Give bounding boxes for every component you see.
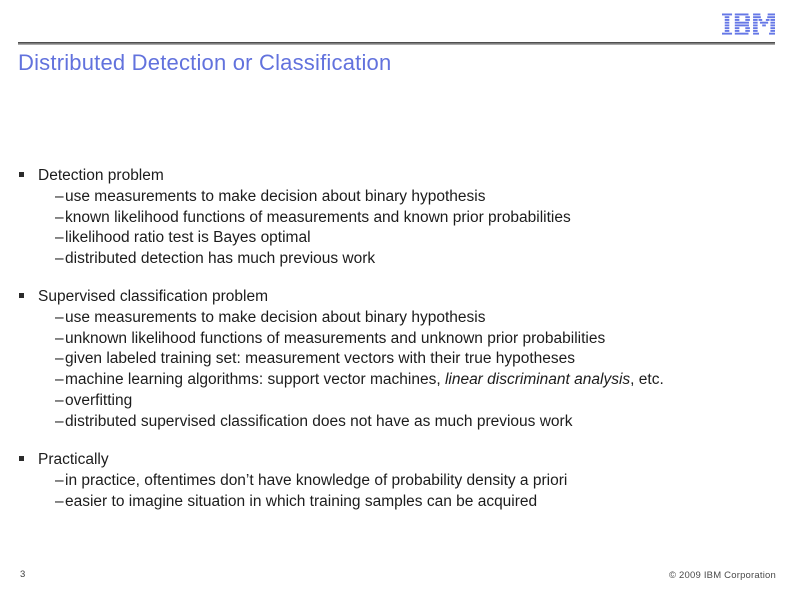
sub-bullet-label: in practice, oftentimes don’t have knowledge of probability density a priori xyxy=(65,471,568,489)
sub-bullet-label: known likelihood functions of measurements and known prior probabilities xyxy=(65,208,571,226)
dash-marker: – xyxy=(55,471,64,489)
sub-bullet-item xyxy=(18,471,790,492)
bullet-item xyxy=(18,450,790,471)
section-practically xyxy=(18,450,790,512)
sub-bullet-item xyxy=(18,492,790,513)
dash-marker: – xyxy=(55,229,64,247)
sub-bullet-label xyxy=(65,370,664,391)
dash-marker: – xyxy=(55,371,64,389)
section-detection-problem xyxy=(18,166,790,270)
page-number: 3 xyxy=(20,569,26,580)
sub-bullet-label: likelihood ratio test is Bayes optimal xyxy=(65,229,311,247)
sub-bullet-item xyxy=(18,391,790,412)
sub-bullet-item xyxy=(18,187,790,208)
italic-text-segment: linear discriminant analysis xyxy=(444,371,631,389)
sub-bullet-label: use measurements to make decision about binary hypothesis xyxy=(65,308,486,326)
bullet-label: Supervised classification problem xyxy=(38,288,269,305)
sub-bullet-item xyxy=(18,208,790,229)
ibm-logo xyxy=(722,13,775,35)
dash-marker: – xyxy=(55,187,64,205)
bullet-label: Detection problem xyxy=(38,167,164,184)
text-segment: machine learning algorithms: support vector machines, xyxy=(65,371,445,389)
dash-marker: – xyxy=(55,391,64,409)
sub-bullet-label: easier to imagine situation in which training samples can be acquired xyxy=(65,492,538,510)
bullet-label: Practically xyxy=(38,451,109,468)
slide-title: Distributed Detection or Classification xyxy=(18,50,392,75)
sub-bullet-label: use measurements to make decision about binary hypothesis xyxy=(65,187,486,205)
square-bullet-icon xyxy=(19,172,24,177)
sub-bullet-item xyxy=(18,228,790,249)
dash-marker: – xyxy=(55,350,64,368)
bullet-item xyxy=(18,287,790,308)
sub-bullet-label: overfitting xyxy=(65,391,133,409)
sub-bullet-label: distributed detection has much previous work xyxy=(65,250,376,268)
bullet-item xyxy=(18,166,790,187)
dash-marker: – xyxy=(55,208,64,226)
dash-marker: – xyxy=(55,329,64,347)
sub-bullet-label: unknown likelihood functions of measurements and unknown prior probabilities xyxy=(65,329,606,347)
dash-marker: – xyxy=(55,250,64,268)
dash-marker: – xyxy=(55,492,64,510)
section-supervised-classification xyxy=(18,287,790,433)
dash-marker: – xyxy=(55,308,64,326)
copyright-notice: © 2009 IBM Corporation xyxy=(669,570,776,581)
sub-bullet-item xyxy=(18,349,790,370)
sub-bullet-item xyxy=(18,249,790,270)
square-bullet-icon xyxy=(19,293,24,298)
square-bullet-icon xyxy=(19,456,24,461)
sub-bullet-item xyxy=(18,412,790,433)
dash-marker: – xyxy=(55,412,64,430)
header-rule xyxy=(18,42,775,45)
sub-bullet-item xyxy=(18,308,790,329)
sub-bullet-item xyxy=(18,329,790,350)
text-segment: , etc. xyxy=(630,371,664,389)
sub-bullet-label: given labeled training set: measurement vectors with their true hypotheses xyxy=(65,350,576,368)
sub-bullet-item xyxy=(18,370,790,391)
sub-bullet-label: distributed supervised classification does not have as much previous work xyxy=(65,412,573,430)
